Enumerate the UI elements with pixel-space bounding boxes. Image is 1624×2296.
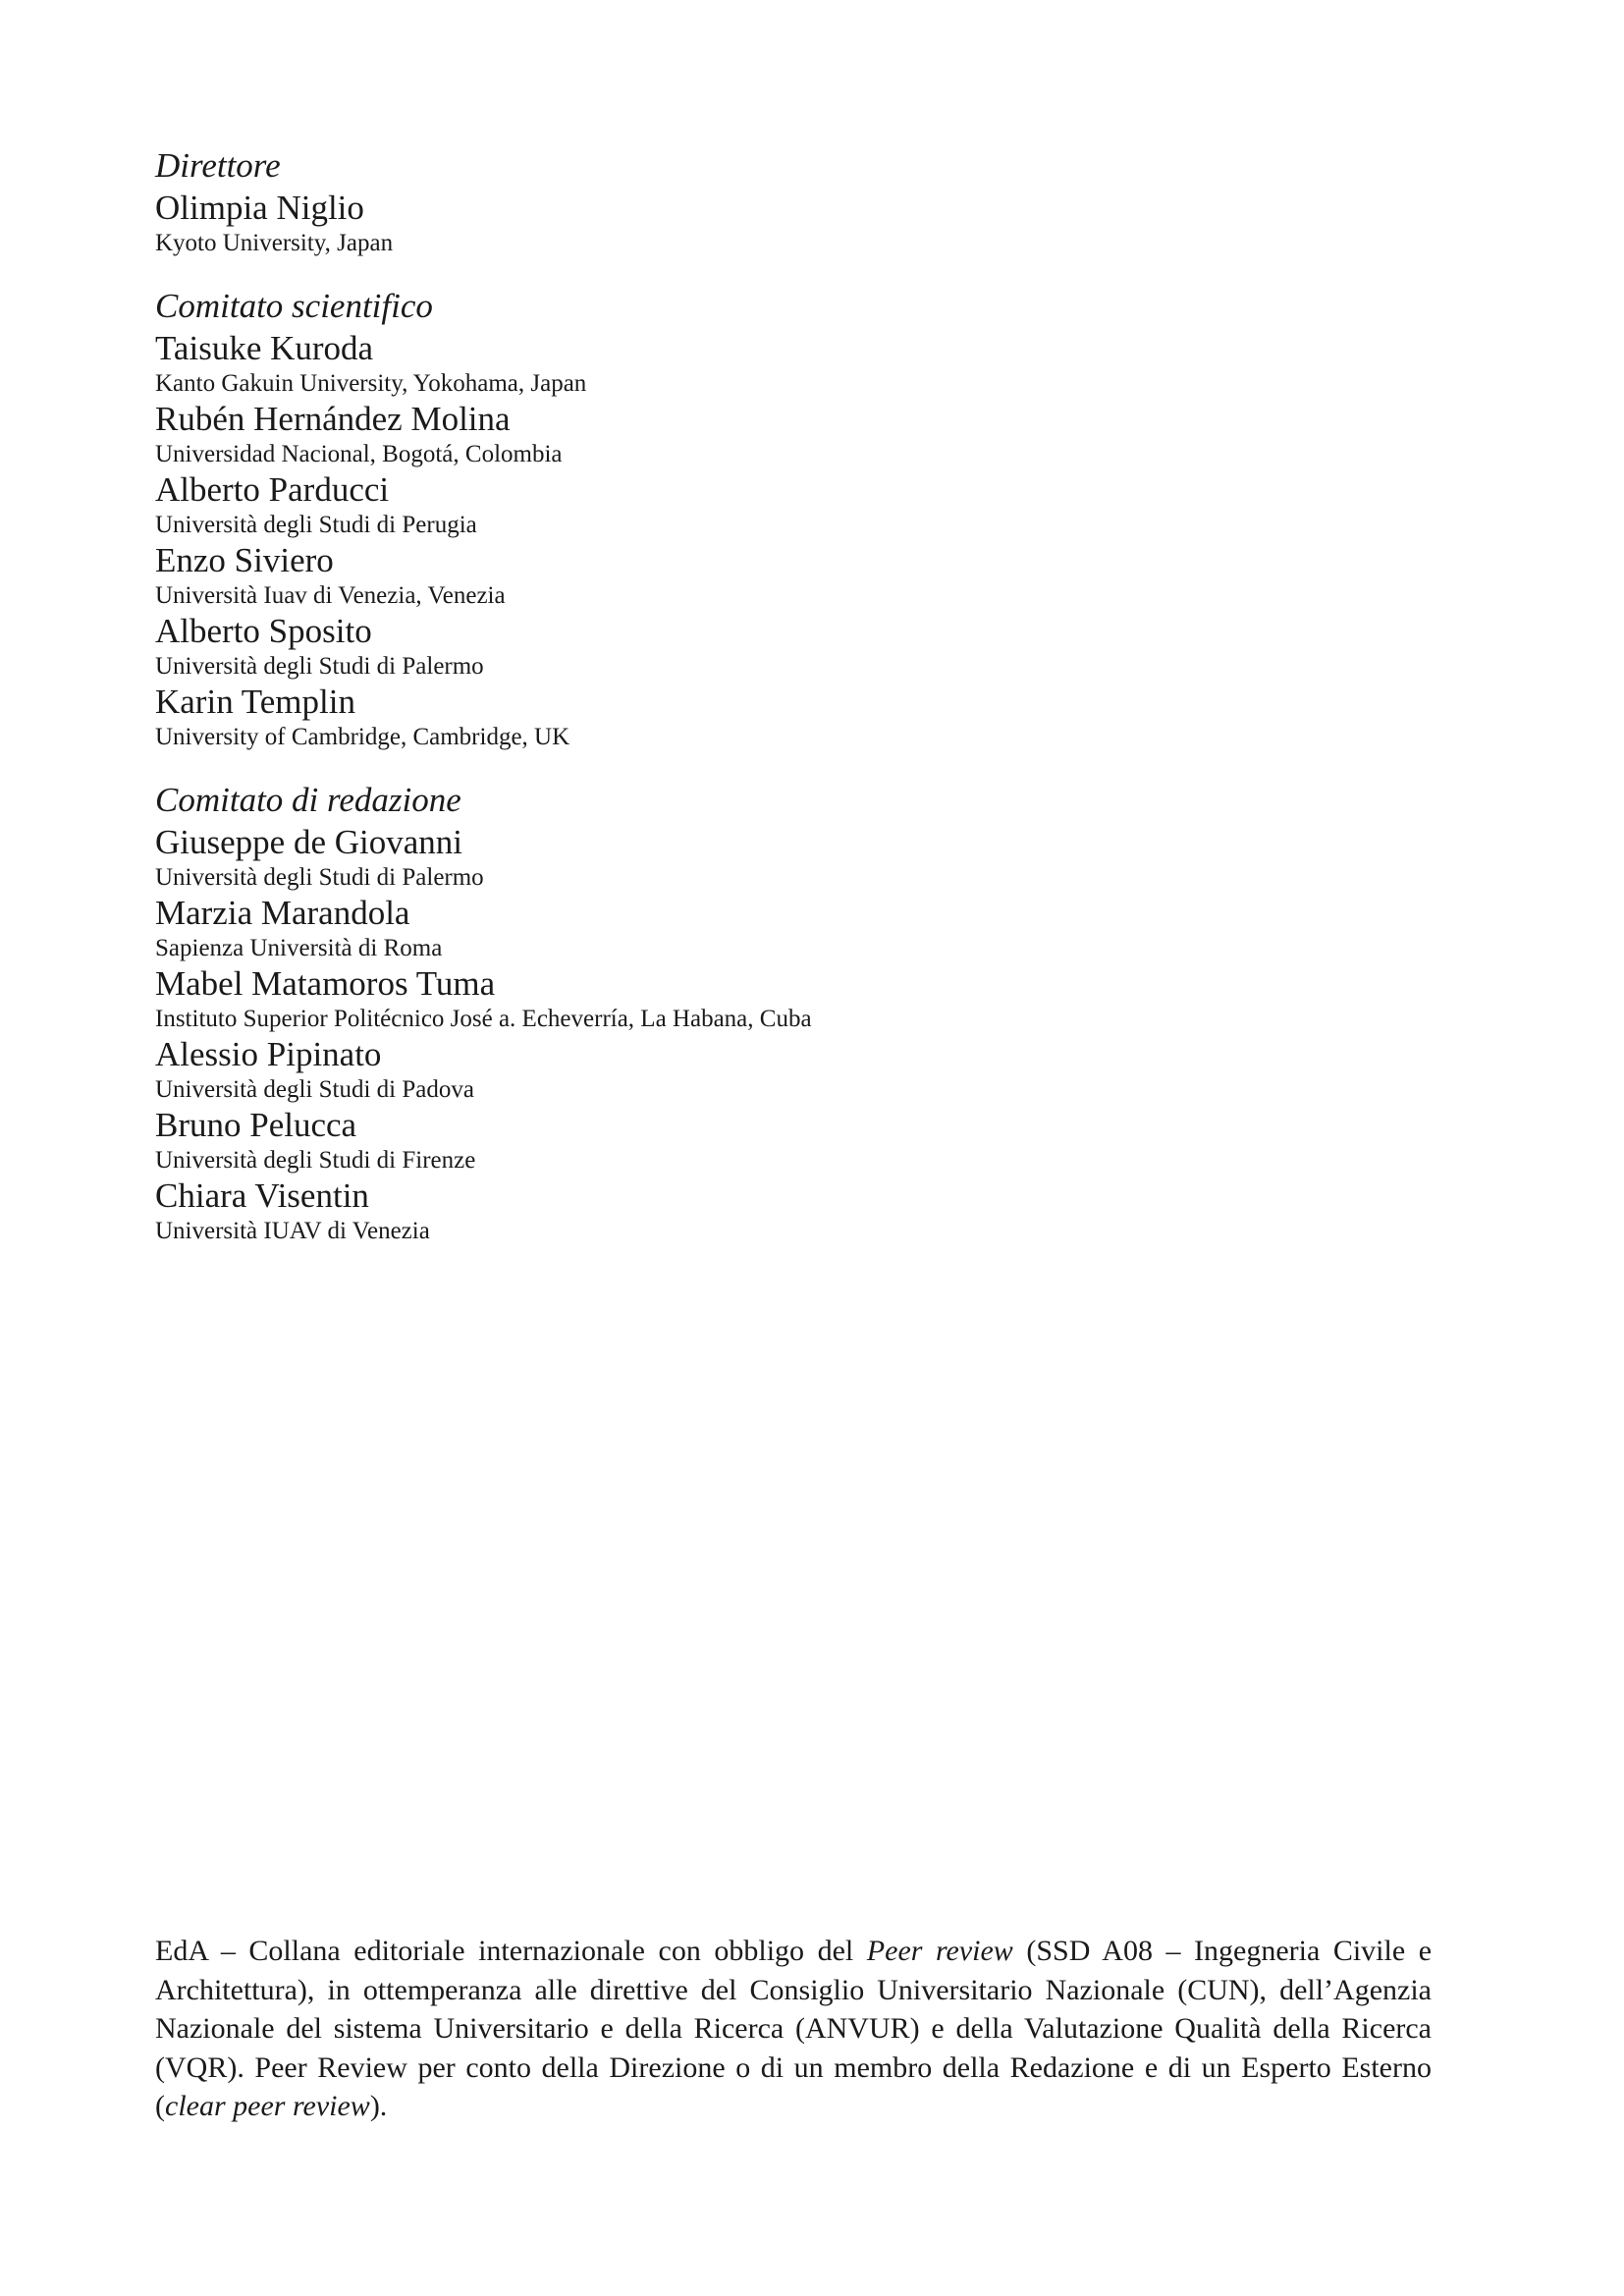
member-affiliation: Kanto Gakuin University, Yokohama, Japan bbox=[155, 370, 587, 397]
member-name: Enzo Siviero bbox=[155, 541, 334, 579]
member-entry bbox=[155, 683, 1432, 753]
member-affiliation: Sapienza Università di Roma bbox=[155, 935, 443, 961]
section-comitato-scientifico bbox=[155, 286, 1432, 753]
member-name: Olimpia Niglio bbox=[155, 189, 364, 227]
member-name: Chiara Visentin bbox=[155, 1176, 369, 1215]
editorial-board bbox=[155, 145, 1432, 1274]
member-name: Rubén Hernández Molina bbox=[155, 400, 511, 438]
member-affiliation: Università IUAV di Venezia bbox=[155, 1218, 430, 1244]
section-title: Comitato scientifico bbox=[155, 287, 433, 325]
series-note bbox=[155, 1932, 1432, 2126]
series-note-text-3: ). bbox=[369, 2090, 388, 2122]
series-note-italic-peer-review: Peer review bbox=[866, 1935, 1013, 1967]
member-entry bbox=[155, 400, 1432, 470]
member-name: Mabel Matamoros Tuma bbox=[155, 964, 496, 1003]
member-entry bbox=[155, 964, 1432, 1035]
member-entry bbox=[155, 823, 1432, 894]
member-entry bbox=[155, 541, 1432, 612]
member-affiliation: University of Cambridge, Cambridge, UK bbox=[155, 724, 570, 750]
member-affiliation: Università degli Studi di Perugia bbox=[155, 512, 477, 538]
member-entry bbox=[155, 189, 1432, 259]
series-note-text-2: (SSD A08 – Ingegneria Civile e Architettura), in ottemperanza alle direttive del Consiglio Universitario Nazionale (CUN), dell’Agenzia Nazionale del sistema Universitario e della Ricerca (ANVUR) e della Valutazione Qualità della Ricerca (VQR). Peer Review per conto della Direzione o di un membro della Redazione e di un Esperto Esterno ( bbox=[155, 1935, 1433, 2122]
member-entry bbox=[155, 894, 1432, 964]
member-name: Marzia Marandola bbox=[155, 894, 410, 932]
member-entry bbox=[155, 1176, 1432, 1247]
member-name: Bruno Pelucca bbox=[155, 1106, 357, 1144]
member-entry bbox=[155, 1106, 1432, 1176]
member-name: Karin Templin bbox=[155, 683, 355, 721]
member-name: Giuseppe de Giovanni bbox=[155, 823, 462, 861]
member-name: Alberto Sposito bbox=[155, 612, 372, 650]
member-name: Alberto Parducci bbox=[155, 470, 390, 509]
member-affiliation: Instituto Superior Politécnico José a. Echeverría, La Habana, Cuba bbox=[155, 1006, 812, 1032]
member-affiliation: Universidad Nacional, Bogotá, Colombia bbox=[155, 441, 563, 467]
member-affiliation: Università degli Studi di Palermo bbox=[155, 864, 484, 891]
member-affiliation: Kyoto University, Japan bbox=[155, 230, 394, 256]
member-affiliation: Università degli Studi di Palermo bbox=[155, 653, 484, 680]
member-entry bbox=[155, 470, 1432, 541]
member-affiliation: Università degli Studi di Firenze bbox=[155, 1147, 476, 1174]
series-note-italic-clear-peer-review: clear peer review bbox=[165, 2090, 370, 2122]
member-affiliation: Università Iuav di Venezia, Venezia bbox=[155, 582, 506, 609]
section-title: Direttore bbox=[155, 146, 281, 185]
member-entry bbox=[155, 329, 1432, 400]
member-entry bbox=[155, 1035, 1432, 1106]
member-name: Taisuke Kuroda bbox=[155, 329, 374, 367]
member-affiliation: Università degli Studi di Padova bbox=[155, 1076, 474, 1103]
member-name: Alessio Pipinato bbox=[155, 1035, 382, 1073]
member-entry bbox=[155, 612, 1432, 683]
section-title: Comitato di redazione bbox=[155, 781, 461, 819]
series-note-text-1: EdA – Collana editoriale internazionale con obbligo del bbox=[155, 1935, 867, 1967]
section-direttore bbox=[155, 145, 1432, 259]
section-comitato-di-redazione bbox=[155, 780, 1432, 1247]
